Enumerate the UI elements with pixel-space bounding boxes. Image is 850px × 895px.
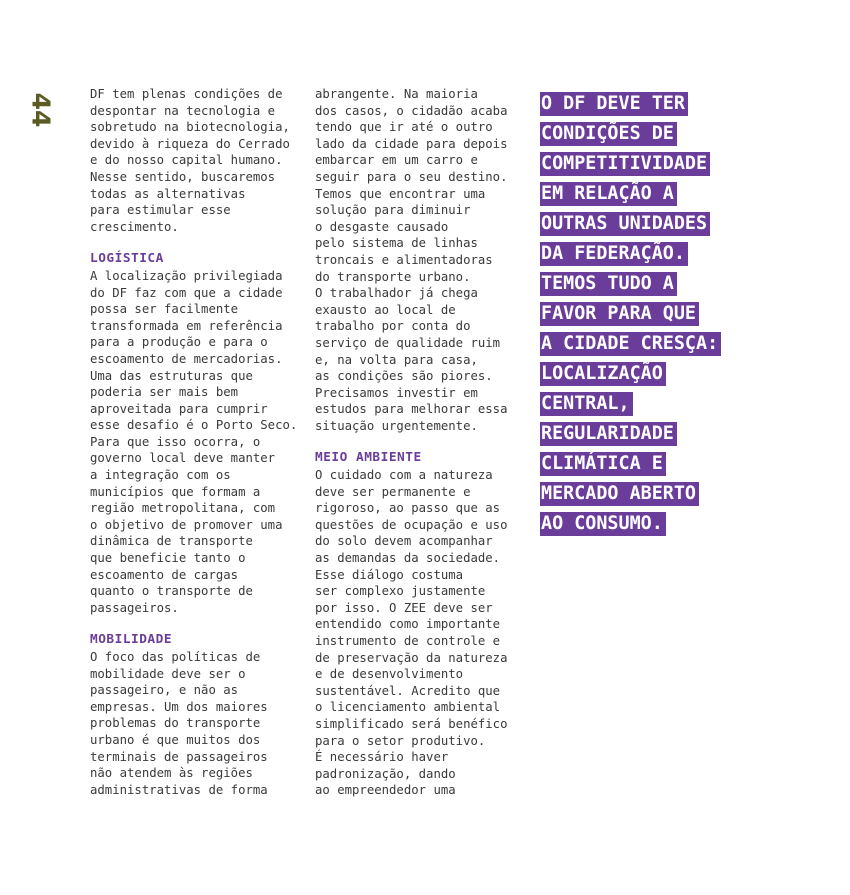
section-heading-meio-ambiente: MEIO AMBIENTE	[315, 450, 422, 466]
text-line: para a produção e para o	[90, 335, 268, 350]
text-line: estudos para melhorar essa	[315, 402, 508, 417]
text-line: embarcar em um carro e	[315, 153, 478, 168]
text-line: Precisamos investir em	[315, 385, 478, 400]
text-line: simplificado será benéfico	[315, 716, 508, 731]
text-line: instrumento de controle e	[315, 634, 501, 648]
text-line: escoamento de mercadorias.	[90, 351, 283, 366]
text-line: O cuidado com a natureza	[315, 468, 493, 483]
text-line: empresas. Um dos maiores	[90, 699, 268, 714]
text-line: serviço de qualidade ruim	[315, 335, 501, 350]
page-number	[26, 90, 56, 130]
text-line: não atendem às regiões	[90, 766, 253, 781]
text-line: DF tem plenas condições de	[90, 87, 283, 101]
pull-quote-line: TEMOS TUDO A	[540, 272, 677, 296]
pull-quote-line: OUTRAS UNIDADES	[540, 212, 710, 236]
text-line: passageiros.	[90, 600, 179, 615]
text-line: poderia ser mais bem	[90, 385, 239, 400]
pull-quote-line: CLIMÁTICA E	[540, 452, 666, 476]
text-line: trabalho por conta do	[315, 319, 471, 334]
text-line: aproveitada para cumprir	[90, 401, 268, 416]
text-line: as condições são piores.	[315, 369, 493, 384]
text-line: Uma das estruturas que	[90, 368, 253, 383]
pull-quote-line: DA FEDERAÇÃO.	[540, 242, 688, 266]
text-line: abrangente. Na maioria	[315, 87, 478, 101]
text-line: exausto ao local de	[315, 302, 456, 317]
text-line: transformada em referência	[90, 318, 283, 333]
section-heading-logistica: LOGÍSTICA	[90, 251, 164, 267]
text-line: terminais de passageiros	[90, 749, 268, 764]
text-line: É necessário haver	[315, 750, 449, 765]
text-line: padronização, dando	[315, 766, 456, 781]
meio-ambiente-paragraph	[315, 467, 527, 799]
text-line: solução para diminuir	[315, 203, 471, 218]
text-line: problemas do transporte	[90, 716, 261, 731]
mobilidade-continued-paragraph	[315, 86, 527, 434]
text-line: lado da cidade para depois	[315, 136, 508, 151]
text-line: Temos que encontrar uma	[315, 186, 486, 201]
text-line: e de desenvolvimento	[315, 667, 464, 682]
section-heading-mobilidade: MOBILIDADE	[90, 632, 173, 648]
text-line: Nesse sentido, buscaremos	[90, 169, 276, 184]
text-line: para o setor produtivo.	[315, 733, 486, 748]
text-line: dos casos, o cidadão acaba	[315, 103, 508, 118]
pull-quote-line: CENTRAL,	[540, 392, 633, 416]
pull-quote-line: O DF DEVE TER	[540, 92, 688, 116]
pull-quote-line: CONDIÇÕES DE	[540, 122, 677, 146]
text-line: de preservação da natureza	[315, 650, 508, 665]
text-column-1	[90, 86, 302, 798]
pull-quote-line: MERCADO ABERTO	[540, 482, 699, 506]
text-line: pelo sistema de linhas	[315, 236, 478, 251]
text-line: Para que isso ocorra, o	[90, 434, 261, 449]
pull-quote-line: AO CONSUMO.	[540, 512, 666, 536]
text-line: possa ser facilmente	[90, 302, 239, 317]
text-line: e do nosso capital humano.	[90, 153, 283, 168]
text-line: o desgaste causado	[315, 219, 449, 234]
text-line: escoamento de cargas	[90, 567, 239, 582]
text-line: do solo devem acompanhar	[315, 534, 493, 549]
pull-quote	[540, 92, 800, 542]
text-line: sustentável. Acredito que	[315, 683, 501, 698]
logistica-paragraph	[90, 268, 302, 616]
mobilidade-paragraph	[90, 649, 302, 798]
pull-quote-line: LOCALIZAÇÃO	[540, 362, 666, 386]
text-line: por isso. O ZEE deve ser	[315, 600, 493, 615]
text-line: questões de ocupação e uso	[315, 517, 508, 532]
text-line: para estimular esse	[90, 203, 231, 218]
page-number-text: 44	[26, 92, 56, 128]
text-line: ser complexo justamente	[315, 584, 486, 599]
text-line: O foco das políticas de	[90, 650, 261, 664]
pull-quote-line: COMPETITIVIDADE	[540, 152, 710, 176]
text-line: administrativas de forma	[90, 782, 268, 797]
text-line: crescimento.	[90, 219, 179, 234]
text-line: A localização privilegiada	[90, 268, 283, 283]
text-line: as demandas da sociedade.	[315, 551, 501, 566]
text-line: deve ser permanente e	[315, 484, 471, 499]
text-line: dinâmica de transporte	[90, 534, 253, 549]
text-line: que beneficie tanto o	[90, 551, 246, 566]
text-line: passageiro, e não as	[90, 683, 239, 698]
text-line: O trabalhador já chega	[315, 286, 478, 301]
text-line: seguir para o seu destino.	[315, 169, 508, 184]
text-line: situação urgentemente.	[315, 418, 478, 433]
text-line: troncais e alimentadoras	[315, 252, 493, 267]
text-line: governo local deve manter	[90, 451, 276, 466]
text-line: tendo que ir até o outro	[315, 120, 493, 135]
pull-quote-line: A CIDADE CRESÇA:	[540, 332, 721, 356]
text-line: entendido como importante	[315, 617, 501, 632]
text-line: todas as alternativas	[90, 186, 246, 201]
text-line: o objetivo de promover uma	[90, 517, 283, 532]
text-line: e, na volta para casa,	[315, 352, 478, 367]
pull-quote-line: FAVOR PARA QUE	[540, 302, 699, 326]
pull-quote-line: EM RELAÇÃO A	[540, 182, 677, 206]
text-line: ao empreendedor uma	[315, 783, 456, 798]
text-line: mobilidade deve ser o	[90, 666, 246, 681]
pull-quote-line: REGULARIDADE	[540, 422, 677, 446]
intro-paragraph	[90, 86, 302, 235]
text-line: esse desafio é o Porto Seco.	[90, 418, 298, 433]
text-line: do transporte urbano.	[315, 269, 471, 284]
text-line: a integração com os	[90, 468, 231, 483]
text-line: despontar na tecnologia e	[90, 103, 276, 118]
text-line: o licenciamento ambiental	[315, 700, 501, 715]
text-line: municípios que formam a	[90, 484, 261, 499]
text-line: urbano é que muitos dos	[90, 732, 261, 747]
text-line: do DF faz com que a cidade	[90, 285, 283, 300]
text-line: quanto o transporte de	[90, 584, 253, 599]
text-line: devido à riqueza do Cerrado	[90, 136, 290, 151]
text-line: rigoroso, ao passo que as	[315, 501, 501, 516]
text-line: região metropolitana, com	[90, 501, 276, 516]
text-line: Esse diálogo costuma	[315, 567, 464, 582]
text-column-2	[315, 86, 527, 799]
text-line: sobretudo na biotecnologia,	[90, 120, 290, 135]
